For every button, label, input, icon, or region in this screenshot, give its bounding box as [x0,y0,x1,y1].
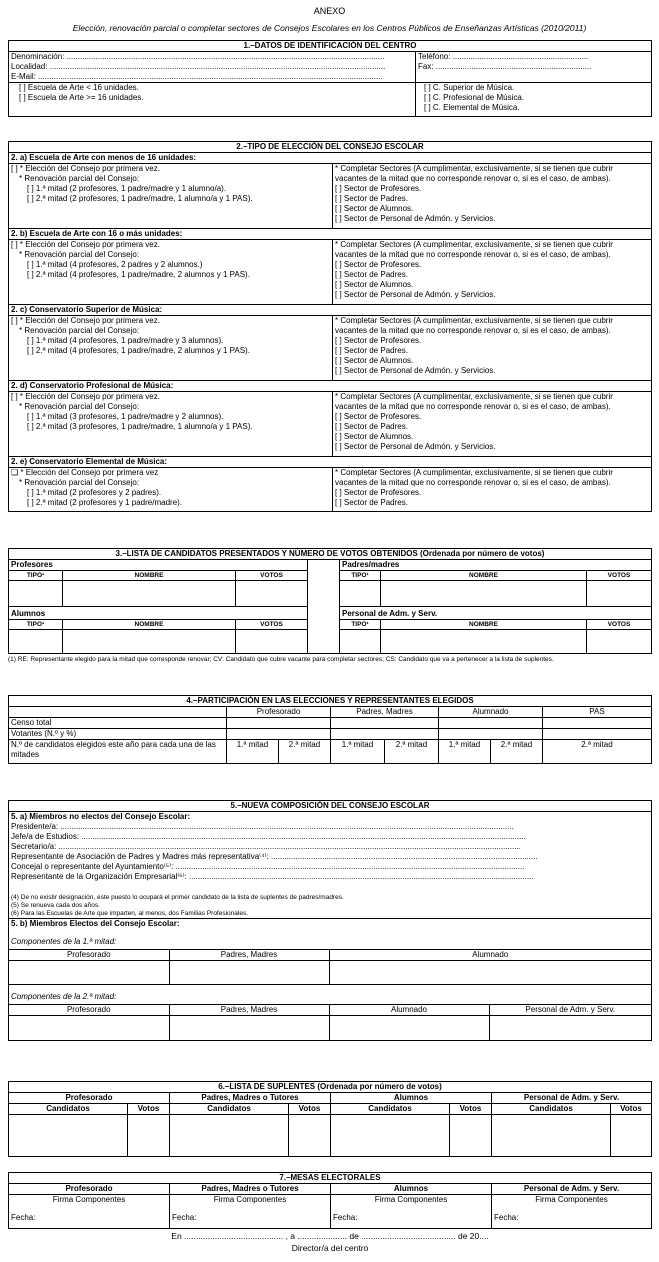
checkbox-escuela-menos-16[interactable]: [ ] Escuela de Arte < 16 unidades. [19,83,139,92]
row-candidatos-elegidos: N.º de candidatos elegidos este año para cada una de las mitades [9,740,227,764]
col-alumnado: Alumnado [329,950,651,961]
cell-prof-mitad-1: 1.ª mitad [227,740,279,764]
col-votos: VOTOS [587,571,652,581]
presidente-field[interactable]: Presidente/a: ............................................................................................................................................................................................................ [11,822,514,831]
checkbox-2b-primera-vez[interactable]: [ ] * Elección del Consejo por primera vez. [11,240,160,249]
section-1-title: 1.–DATOS DE IDENTIFICACIÓN DEL CENTRO [9,41,652,52]
col-profesorado: Profesorado [9,1005,169,1016]
group-alumnos: Alumnos [331,1184,492,1195]
section-5a-heading: 5. a) Miembros no electos del Consejo Escolar: [9,812,652,823]
label-profesores: Profesores [9,560,308,571]
col-nombre: NOMBRE [381,620,587,630]
cell-input[interactable] [340,630,381,654]
checkbox-2c-mitad-1[interactable]: [ ] 1.ª mitad (4 profesores, 1 padre/madre y 3 alumnos). [27,336,224,345]
director-label: Director/a del centro [291,1243,369,1253]
checkbox-2a-mitad-1[interactable]: [ ] 1.ª mitad (2 profesores, 1 padre/madre y 1 alumno/a). [27,184,227,193]
cell-input[interactable] [450,1115,492,1157]
cell-input[interactable] [9,961,169,985]
place-date-line[interactable]: En .......................................... , a ..................... de ........................................ de 20.... [171,1231,489,1241]
cell-input[interactable] [543,718,652,729]
firma-profesorado[interactable] [9,1195,170,1229]
firma-alumnos[interactable] [331,1195,492,1229]
fecha-label: Fecha: [172,1213,197,1222]
checkbox-escuela-mas-16[interactable]: [ ] Escuela de Arte >= 16 unidades. [19,93,144,102]
checkbox-c-elemental[interactable]: [ ] C. Elemental de Música. [424,103,520,112]
label-2a-renovacion: * Renovación parcial del Consejo: [19,174,140,183]
row-censo: Censo total [9,718,227,729]
label-2a-completar-2: vacantes de la mitad que no corresponde renovar o, si es el caso, de ambas). [335,174,611,183]
col-nombre: NOMBRE [381,571,587,581]
section-2e-heading: 2. e) Conservatorio Elemental de Música: [9,457,652,468]
col-padres-madres: Padres, Madres [331,707,439,718]
checkbox-2d-padres[interactable]: [ ] Sector de Padres. [335,422,408,431]
fax-field[interactable]: Fax: ...................................................................... [418,62,592,71]
col-pas: PAS [543,707,652,718]
cell-input[interactable] [329,961,651,985]
col-padres-madres: Padres, Madres [169,1005,329,1016]
col-candidatos: Candidatos [170,1104,289,1115]
label-2d-completar: * Completar Sectores (A cumplimentar, exclusivamente, si se tienen que cubrir [335,392,613,401]
col-votos: VOTOS [236,571,308,581]
col-candidatos: Candidatos [9,1104,128,1115]
cell-prof-mitad-2: 2.ª mitad [279,740,331,764]
col-alumnado: Alumnado [329,1005,489,1016]
checkbox-2e-primera-vez[interactable]: ❑ * Elección del Consejo por primera vez [11,468,159,477]
footnote-5: (5) Se renueva cada dos años. [11,902,100,909]
cell-padres-mitad-2: 2.ª mitad [385,740,439,764]
section-2c-heading: 2. c) Conservatorio Superior de Música: [9,305,652,316]
cell-input[interactable] [492,1115,611,1157]
col-candidatos: Candidatos [331,1104,450,1115]
checkbox-2e-mitad-2[interactable]: [ ] 2.ª mitad (2 profesores y 1 padre/madre). [27,498,183,507]
checkbox-2d-alumnos[interactable]: [ ] Sector de Alumnos. [335,432,414,441]
cell-input[interactable] [543,729,652,740]
section-2d-heading: 2. d) Conservatorio Profesional de Música: [9,381,652,392]
col-tipo: TIPO¹ [340,571,381,581]
firma-pas[interactable] [492,1195,652,1229]
section-3-footnote: (1) RE: Representante elegido para la mitad que corresponde renovar; CV: Candidato que cubre vacante para completar sectores; CS: Candidato que va a pertenecer a la lista de suplentes. [8,656,554,663]
section-4-title: 4.–PARTICIPACIÓN EN LAS ELECCIONES Y REPRESENTANTES ELEGIDOS [9,696,652,707]
section-5 [8,800,652,1041]
label-comp-mitad-2: Componentes de la 2.ª mitad: [9,985,652,1004]
col-alumnado: Alumnado [439,707,543,718]
cell-input[interactable] [439,729,543,740]
ampa-representante-field[interactable]: Representante de Asociación de Padres y Madres más representativa⁽⁴⁾: ........................................................................................................................ [11,852,538,861]
label-2d-completar-2: vacantes de la mitad que no corresponde renovar o, si es el caso, de ambas). [335,402,611,411]
firma-padres[interactable] [170,1195,331,1229]
cell-alum-mitad-2: 2.ª mitad [491,740,543,764]
cell-input[interactable] [9,581,63,607]
col-votos: Votos [450,1104,492,1115]
label-2c-completar: * Completar Sectores (A cumplimentar, exclusivamente, si se tienen que cubrir [335,316,613,325]
col-votos: Votos [289,1104,331,1115]
cell-input[interactable] [587,581,652,607]
col-tipo: TIPO¹ [9,620,63,630]
group-profesorado: Profesorado [9,1184,170,1195]
checkbox-2a-primera-vez[interactable]: [ ] * Elección del Consejo por primera vez. [11,164,160,173]
secretario-field[interactable]: Secretario/a: ................................................................................................................................................................................................................ [11,842,521,851]
section-1 [8,40,652,117]
section-5-title: 5.–NUEVA COMPOSICIÓN DEL CONSEJO ESCOLAR [9,801,652,812]
checkbox-2a-padres[interactable]: [ ] Sector de Padres. [335,194,408,203]
checkbox-2a-mitad-2[interactable]: [ ] 2.ª mitad (2 profesores, 1 padre/madre, 1 alumno/a y 1 PAS). [27,194,253,203]
checkbox-2c-mitad-2[interactable]: [ ] 2.ª mitad (4 profesores, 1 padre/madre, 2 alumnos y 1 PAS). [27,346,250,355]
section-3-title: 3.–LISTA DE CANDIDATOS PRESENTADOS Y NÚMERO DE VOTOS OBTENIDOS (Ordenada por número de votos) [9,549,652,560]
firma-label: Firma Componentes [52,1195,126,1204]
cell-input[interactable] [331,1115,450,1157]
cell-input[interactable] [128,1115,170,1157]
section-2a-heading: 2. a) Escuela de Arte con menos de 16 unidades: [9,153,652,164]
col-votos: Votos [611,1104,652,1115]
checkbox-2b-pas[interactable]: [ ] Sector de Personal de Admón. y Servicios. [335,290,496,299]
checkbox-2a-pas[interactable]: [ ] Sector de Personal de Admón. y Servicios. [335,214,496,223]
footnote-4: (4) De no existir designación, este puesto lo ocupará el primer candidato de la lista de suplentes de padres/madres. [11,894,344,901]
cell-pas-mitad-2: 2.ª mitad [543,740,652,764]
section-2 [8,141,652,512]
firma-label: Firma Componentes [213,1195,287,1204]
cell-input[interactable] [289,1115,331,1157]
col-tipo: TIPO¹ [9,571,63,581]
checkbox-2b-alumnos[interactable]: [ ] Sector de Alumnos. [335,280,414,289]
label-2a-completar: * Completar Sectores (A cumplimentar, exclusivamente, si se tienen que cubrir [335,164,613,173]
footnote-6: (6) Para las Escuelas de Arte que imparten, al menos, dos Familias Profesionales. [11,910,249,917]
fecha-label: Fecha: [333,1213,358,1222]
col-tipo: TIPO¹ [340,620,381,630]
label-2e-completar-2: vacantes de la mitad que no corresponde renovar o, si es el caso, de ambas). [335,478,611,487]
section-3 [8,548,652,664]
annex-label: ANEXO [313,6,346,16]
checkbox-2a-alumnos[interactable]: [ ] Sector de Alumnos. [335,204,414,213]
cell-input[interactable] [611,1115,652,1157]
cell-input[interactable] [381,630,587,654]
form-title: Elección, renovación parcial o completar sectores de Consejos Escolares en los Centros Públicos de Enseñanzas Artísticas (2010/2011) [72,23,587,33]
checkbox-2e-profesores[interactable]: [ ] Sector de Profesores. [335,488,422,497]
cell-input[interactable] [169,961,329,985]
group-profesorado: Profesorado [9,1093,170,1104]
cell-input[interactable] [439,718,543,729]
col-profesorado: Profesorado [9,950,169,961]
label-2b-completar: * Completar Sectores (A cumplimentar, exclusivamente, si se tienen que cubrir [335,240,613,249]
section-6-title: 6.–LISTA DE SUPLENTES (Ordenada por número de votos) [9,1082,652,1093]
localidad-field[interactable]: Localidad: ....................................................................................................................................................... [11,62,386,71]
group-padres: Padres, Madres o Tutores [170,1093,331,1104]
label-2b-completar-2: vacantes de la mitad que no corresponde renovar o, si es el caso, de ambas). [335,250,611,259]
jefe-estudios-field[interactable]: Jefe/a de Estudios: ........................................................................................................................................................................................................ [11,832,526,841]
section-7-title: 7.–MESAS ELECTORALES [9,1173,652,1184]
section-5b-heading: 5. b) Miembros Electos del Consejo Escolar: [9,919,652,930]
label-comp-mitad-1: Componentes de la 1.ª mitad: [9,929,652,949]
label-padres-madres: Padres/madres [340,560,652,571]
cell-input[interactable] [236,581,308,607]
email-field[interactable]: E-Mail: ........................................................................................................................................................... [11,72,383,81]
cell-input[interactable] [587,630,652,654]
cell-input[interactable] [9,1115,128,1157]
cell-input[interactable] [331,718,439,729]
checkbox-2c-profesores[interactable]: [ ] Sector de Profesores. [335,336,422,345]
cell-input[interactable] [170,1115,289,1157]
col-votos: VOTOS [587,620,652,630]
cell-input[interactable] [489,1016,651,1040]
col-padres-madres: Padres, Madres [169,950,329,961]
cell-alum-mitad-1: 1.ª mitad [439,740,491,764]
col-nombre: NOMBRE [63,571,236,581]
denominacion-field[interactable]: Denominación: ............................................................................................................................................... [11,52,385,61]
group-alumnos: Alumnos [331,1093,492,1104]
org-empresarial-field[interactable]: Representante de la Organización Empresarial⁽⁶⁾: ........................................................................................................................................................... [11,872,534,881]
col-candidatos: Candidatos [492,1104,611,1115]
group-pas: Personal de Adm. y Serv. [492,1093,652,1104]
checkbox-2b-mitad-1[interactable]: [ ] 1.ª mitad (4 profesores, 2 padres y 2 alumnos.) [27,260,203,269]
checkbox-2c-pas[interactable]: [ ] Sector de Personal de Admón. y Servicios. [335,366,496,375]
label-alumnos: Alumnos [9,607,308,620]
concejal-field[interactable]: Concejal o representante del Ayuntamiento⁽⁵⁾: ............................................................................................................................................................. [11,862,525,871]
cell-input[interactable] [9,1016,169,1040]
cell-input[interactable] [63,630,236,654]
label-2c-completar-2: vacantes de la mitad que no corresponde renovar o, si es el caso, de ambas). [335,326,611,335]
label-2d-renovacion: * Renovación parcial del Consejo: [19,402,140,411]
checkbox-2d-primera-vez[interactable]: [ ] * Elección del Consejo por primera vez. [11,392,160,401]
cell-input[interactable] [169,1016,329,1040]
section-2-title: 2.–TIPO DE ELECCIÓN DEL CONSEJO ESCOLAR [9,142,652,153]
checkbox-2b-profesores[interactable]: [ ] Sector de Profesores. [335,260,422,269]
checkbox-2b-padres[interactable]: [ ] Sector de Padres. [335,270,408,279]
section-7 [8,1172,652,1253]
checkbox-2c-padres[interactable]: [ ] Sector de Padres. [335,346,408,355]
checkbox-c-superior[interactable]: [ ] C. Superior de Música. [424,83,515,92]
section-6 [8,1081,652,1157]
col-votos: Votos [128,1104,170,1115]
checkbox-2e-mitad-1[interactable]: [ ] 1.ª mitad (2 profesores y 2 padres). [27,488,162,497]
section-4 [8,695,652,764]
checkbox-2d-pas[interactable]: [ ] Sector de Personal de Admón. y Servicios. [335,442,496,451]
label-2e-completar: * Completar Sectores (A cumplimentar, exclusivamente, si se tienen que cubrir [335,468,613,477]
cell-input[interactable] [331,729,439,740]
cell-input[interactable] [340,581,381,607]
checkbox-2c-alumnos[interactable]: [ ] Sector de Alumnos. [335,356,414,365]
col-profesorado: Profesorado [227,707,331,718]
cell-input[interactable] [9,630,63,654]
fecha-label: Fecha: [11,1213,36,1222]
firma-label: Firma Componentes [535,1195,608,1204]
checkbox-2d-mitad-2[interactable]: [ ] 2.ª mitad (3 profesores, 1 padre/madre, 1 alumno/a y 1 PAS). [27,422,253,431]
cell-input[interactable] [63,581,236,607]
fecha-label: Fecha: [494,1213,519,1222]
cell-input[interactable] [227,718,331,729]
label-2c-renovacion: * Renovación parcial del Consejo: [19,326,140,335]
col-nombre: NOMBRE [63,620,236,630]
checkbox-2d-mitad-1[interactable]: [ ] 1.ª mitad (3 profesores, 1 padre/madre y 2 alumnos). [27,412,224,421]
label-pas: Personal de Adm. y Serv. [340,607,652,620]
cell-input[interactable] [236,630,308,654]
firma-label: Firma Componentes [374,1195,448,1204]
group-pas: Personal de Adm. y Serv. [492,1184,652,1195]
group-padres: Padres, Madres o Tutores [170,1184,331,1195]
checkbox-2b-mitad-2[interactable]: [ ] 2.ª mitad (4 profesores, 1 padre/madre, 2 alumnos y 1 PAS). [27,270,250,279]
checkbox-2a-profesores[interactable]: [ ] Sector de Profesores. [335,184,422,193]
cell-padres-mitad-1: 1.ª mitad [331,740,385,764]
telefono-field[interactable]: Teléfono: ............................................................. [418,52,589,61]
col-pas: Personal de Adm. y Serv. [489,1005,651,1016]
cell-input[interactable] [381,581,587,607]
col-votos: VOTOS [236,620,308,630]
label-2b-renovacion: * Renovación parcial del Consejo: [19,250,140,259]
section-2b-heading: 2. b) Escuela de Arte con 16 o más unidades: [9,229,652,240]
cell-input[interactable] [329,1016,489,1040]
checkbox-2c-primera-vez[interactable]: [ ] * Elección del Consejo por primera vez. [11,316,160,325]
checkbox-2d-profesores[interactable]: [ ] Sector de Profesores. [335,412,422,421]
cell-input[interactable] [227,729,331,740]
checkbox-2e-padres[interactable]: [ ] Sector de Padres. [335,498,408,507]
row-votantes: Votantes (N.º y %) [9,729,227,740]
checkbox-c-profesional[interactable]: [ ] C. Profesional de Música. [424,93,525,102]
label-2e-renovacion: * Renovación parcial del Consejo: [19,478,140,487]
